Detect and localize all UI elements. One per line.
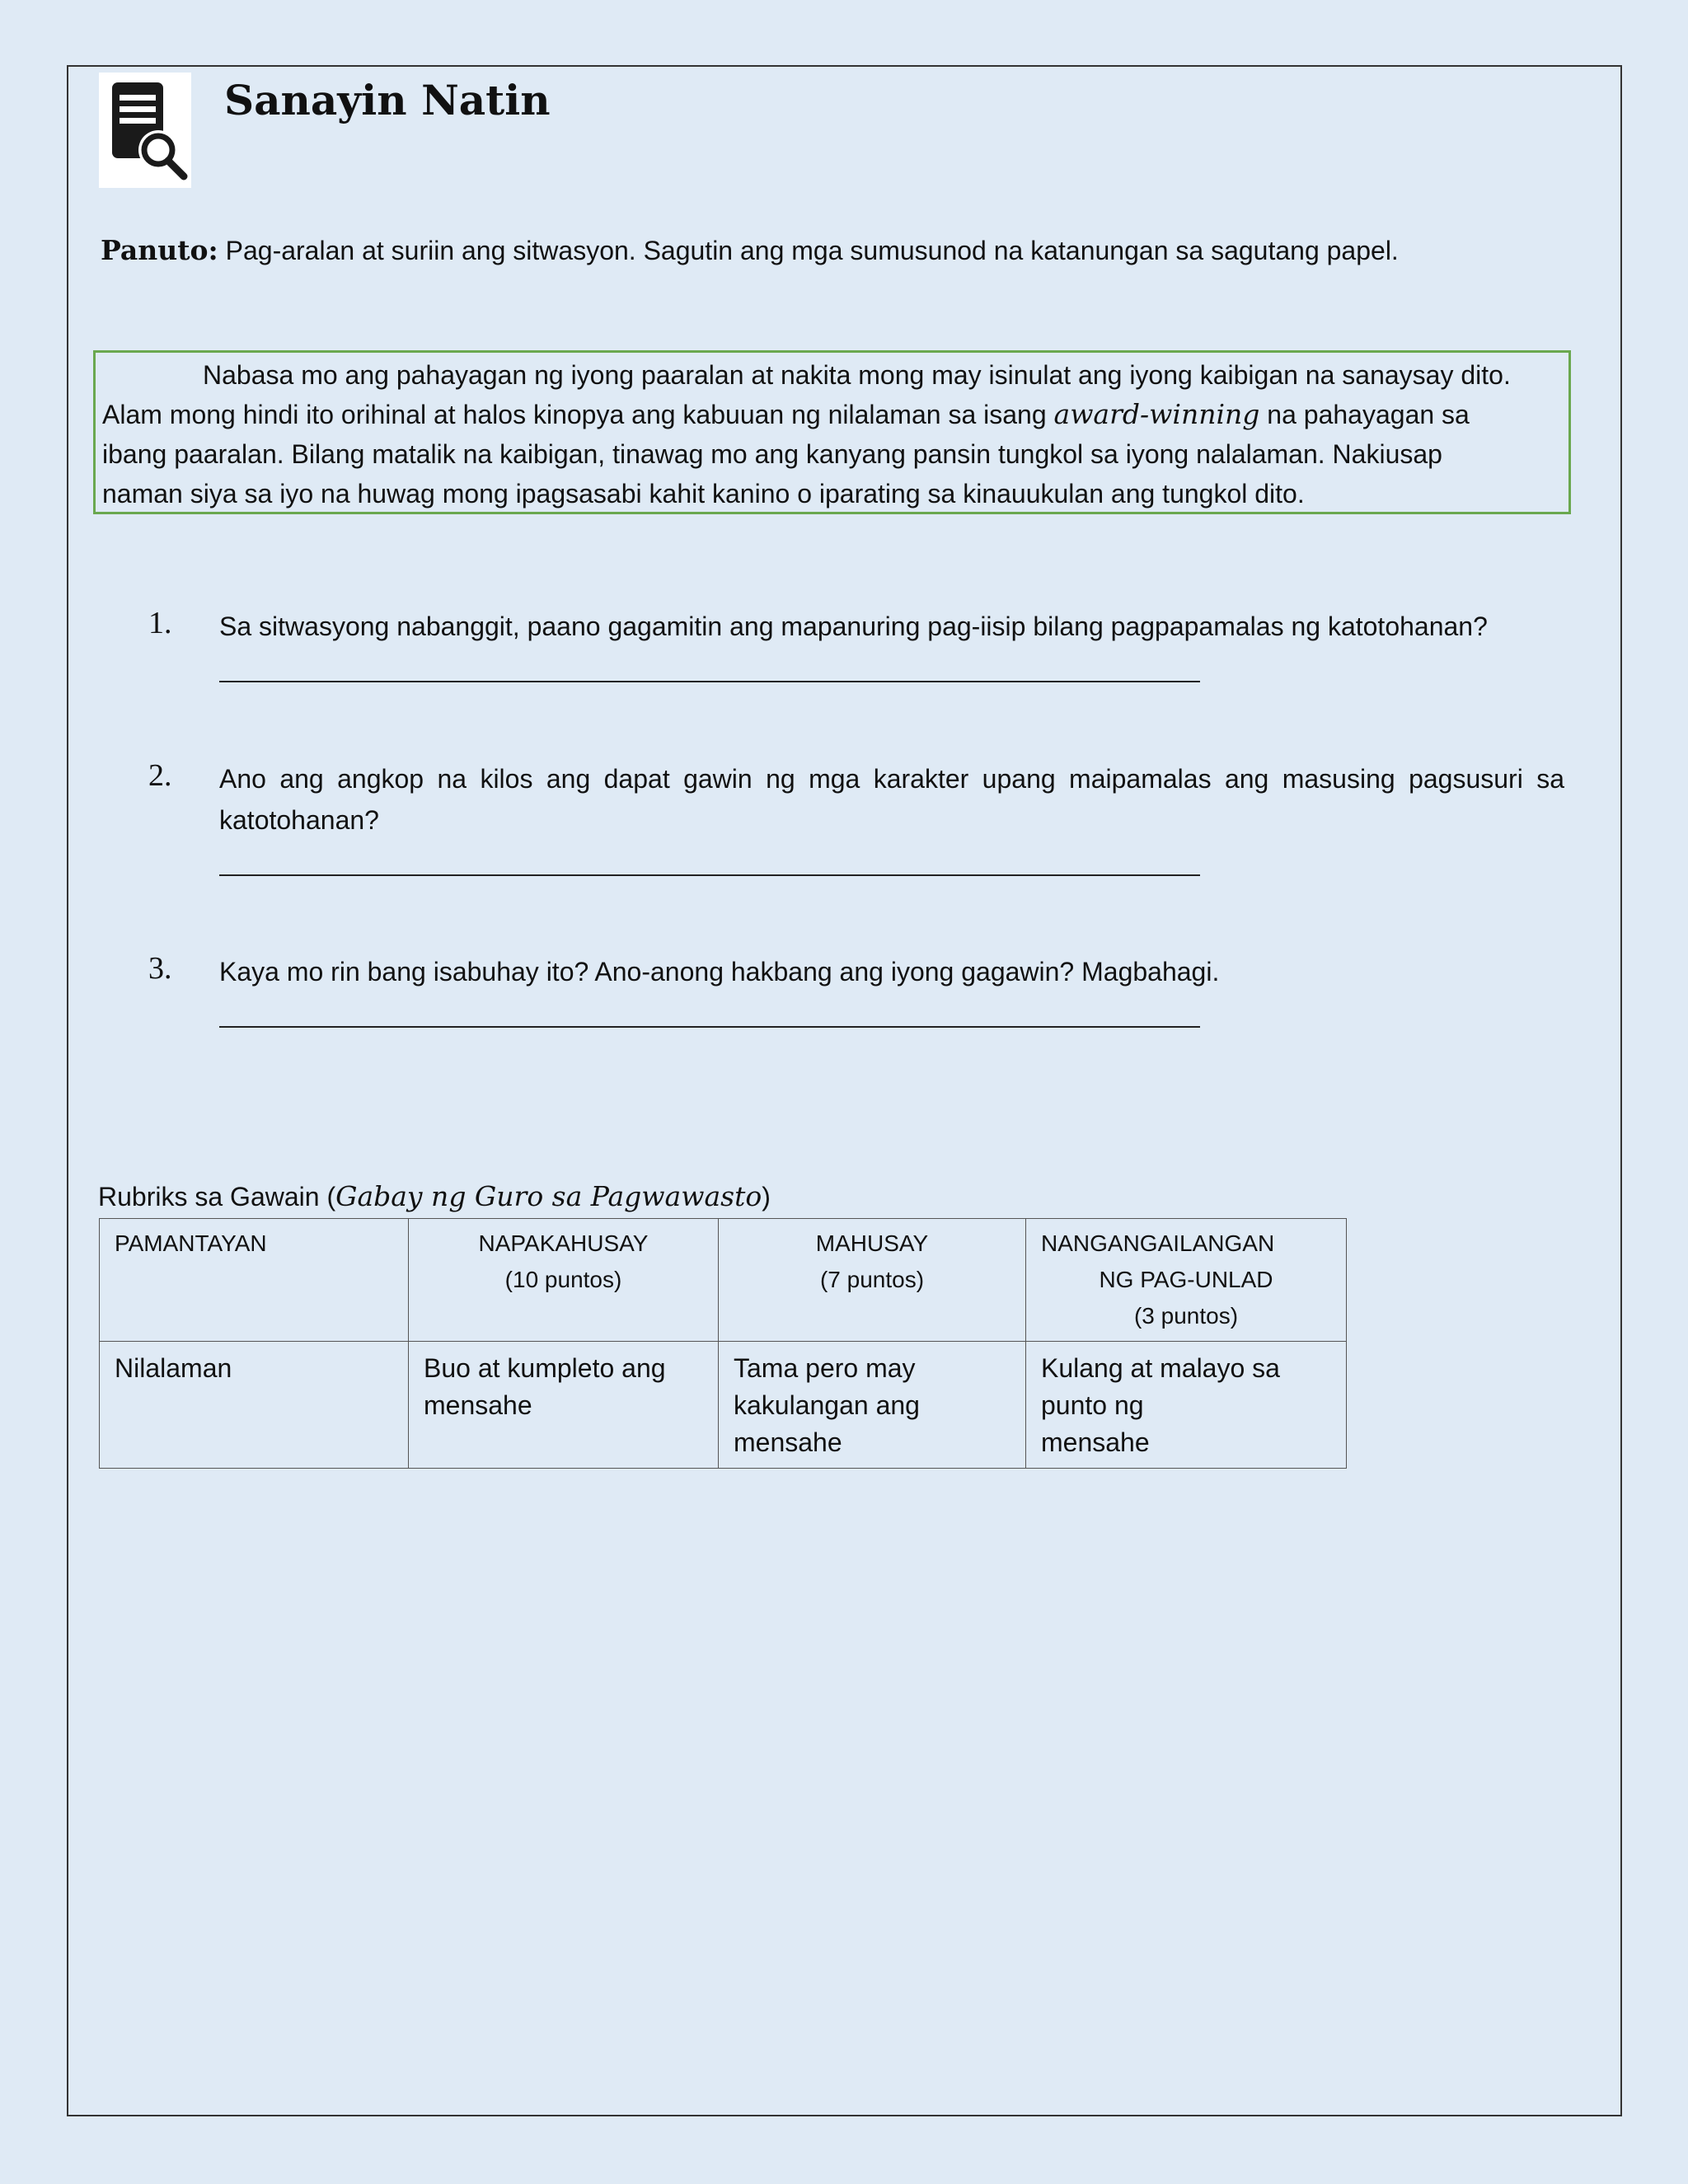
answer-line-2[interactable]	[219, 874, 1200, 876]
rubric-header-title: MAHUSAY	[815, 1230, 929, 1256]
rubric-cell-line: mensahe	[734, 1427, 842, 1457]
instructions	[101, 231, 1399, 270]
rubric-cell-line: kakulangan ang	[734, 1390, 920, 1420]
rubric-header-title: PAMANTAYAN	[115, 1230, 267, 1256]
scenario-text: na pahayagan sa	[1259, 400, 1470, 429]
scenario-box	[93, 350, 1571, 514]
rubric-header-criterion	[100, 1219, 409, 1342]
question-number: 2.	[148, 758, 172, 793]
rubric-cell-line: punto ng	[1041, 1390, 1144, 1420]
document-search-icon	[99, 73, 191, 188]
rubric-header-row	[100, 1219, 1347, 1342]
rubric-table	[99, 1218, 1347, 1469]
rubric-header-mahusay	[719, 1219, 1026, 1342]
scenario-line: Nabasa mo ang pahayagan ng iyong paaralan at nakita mong may isinulat ang iyong kaibigan na sanaysay dito.	[203, 360, 1511, 390]
question-text: Ano ang angkop na kilos ang dapat gawin ng mga karakter upang maipamalas ang masusing pagsusuri sa katotohanan?	[219, 764, 1564, 835]
question-text: Kaya mo rin bang isabuhay ito? Ano-anong hakbang ang iyong gagawin? Magbahagi.	[219, 957, 1220, 987]
answer-line-3[interactable]	[219, 1026, 1200, 1028]
rubric-cell-nangangailangan	[1026, 1342, 1347, 1469]
rubric-cell-napakahusay	[409, 1342, 719, 1469]
rubric-caption-suffix: )	[762, 1182, 771, 1212]
rubric-caption	[98, 1176, 771, 1217]
rubric-header-points: (7 puntos)	[819, 1267, 925, 1292]
page-title: Sanayin Natin	[224, 76, 551, 124]
rubric-header-nangangailangan	[1026, 1219, 1347, 1342]
rubric-cell-line: mensahe	[424, 1390, 532, 1420]
rubric-header-title: NAPAKAHUSAY	[478, 1230, 649, 1256]
rubric-cell-mahusay	[719, 1342, 1026, 1469]
answer-line-1[interactable]	[219, 681, 1200, 682]
rubric-caption-prefix: Rubriks sa Gawain (	[98, 1182, 336, 1212]
rubric-cell-line: Tama pero may	[734, 1353, 916, 1383]
rubric-cell-line: Kulang at malayo sa	[1041, 1353, 1280, 1383]
rubric-caption-italic: Gabay ng Guro sa Pagwawasto	[335, 1180, 762, 1212]
question-number: 3.	[148, 951, 172, 986]
scenario-line: ibang paaralan. Bilang matalik na kaibigan, tinawag mo ang kanyang pansin tungkol sa iyong nalalaman. Nakiusap	[102, 439, 1442, 469]
rubric-header-points: (3 puntos)	[1133, 1303, 1239, 1329]
rubric-header-title-2: NG PAG-UNLAD	[1099, 1267, 1273, 1292]
scenario-line: naman siya sa iyo na huwag mong ipagsasabi kahit kanino o iparating sa kinauukulan ang tungkol dito.	[102, 479, 1305, 509]
rubric-cell-line: mensahe	[1041, 1427, 1150, 1457]
rubric-header-napakahusay	[409, 1219, 719, 1342]
rubric-cell-criterion	[100, 1342, 409, 1469]
scenario-text: Alam mong hindi ito orihinal at halos kinopya ang kabuuan ng nilalaman sa isang	[102, 400, 1054, 429]
scenario-italic-term: award-winning	[1053, 398, 1260, 430]
instructions-text: Pag-aralan at suriin ang sitwasyon. Sagutin ang mga sumusunod na katanungan sa sagutang papel.	[218, 236, 1399, 265]
rubric-row	[100, 1342, 1347, 1469]
instructions-label: Panuto:	[101, 234, 218, 266]
question-number: 1.	[148, 606, 172, 640]
rubric-criterion: Nilalaman	[115, 1353, 232, 1383]
rubric-header-points: (10 puntos)	[504, 1267, 622, 1292]
scenario-line	[102, 395, 1564, 434]
question-text: Sa sitwasyong nabanggit, paano gagamitin ang mapanuring pag-iisip bilang pagpapamalas ng katotohanan?	[219, 612, 1488, 641]
rubric-header-title: NANGANGAILANGAN	[1041, 1230, 1275, 1256]
rubric-cell-line: Buo at kumpleto ang	[424, 1353, 666, 1383]
